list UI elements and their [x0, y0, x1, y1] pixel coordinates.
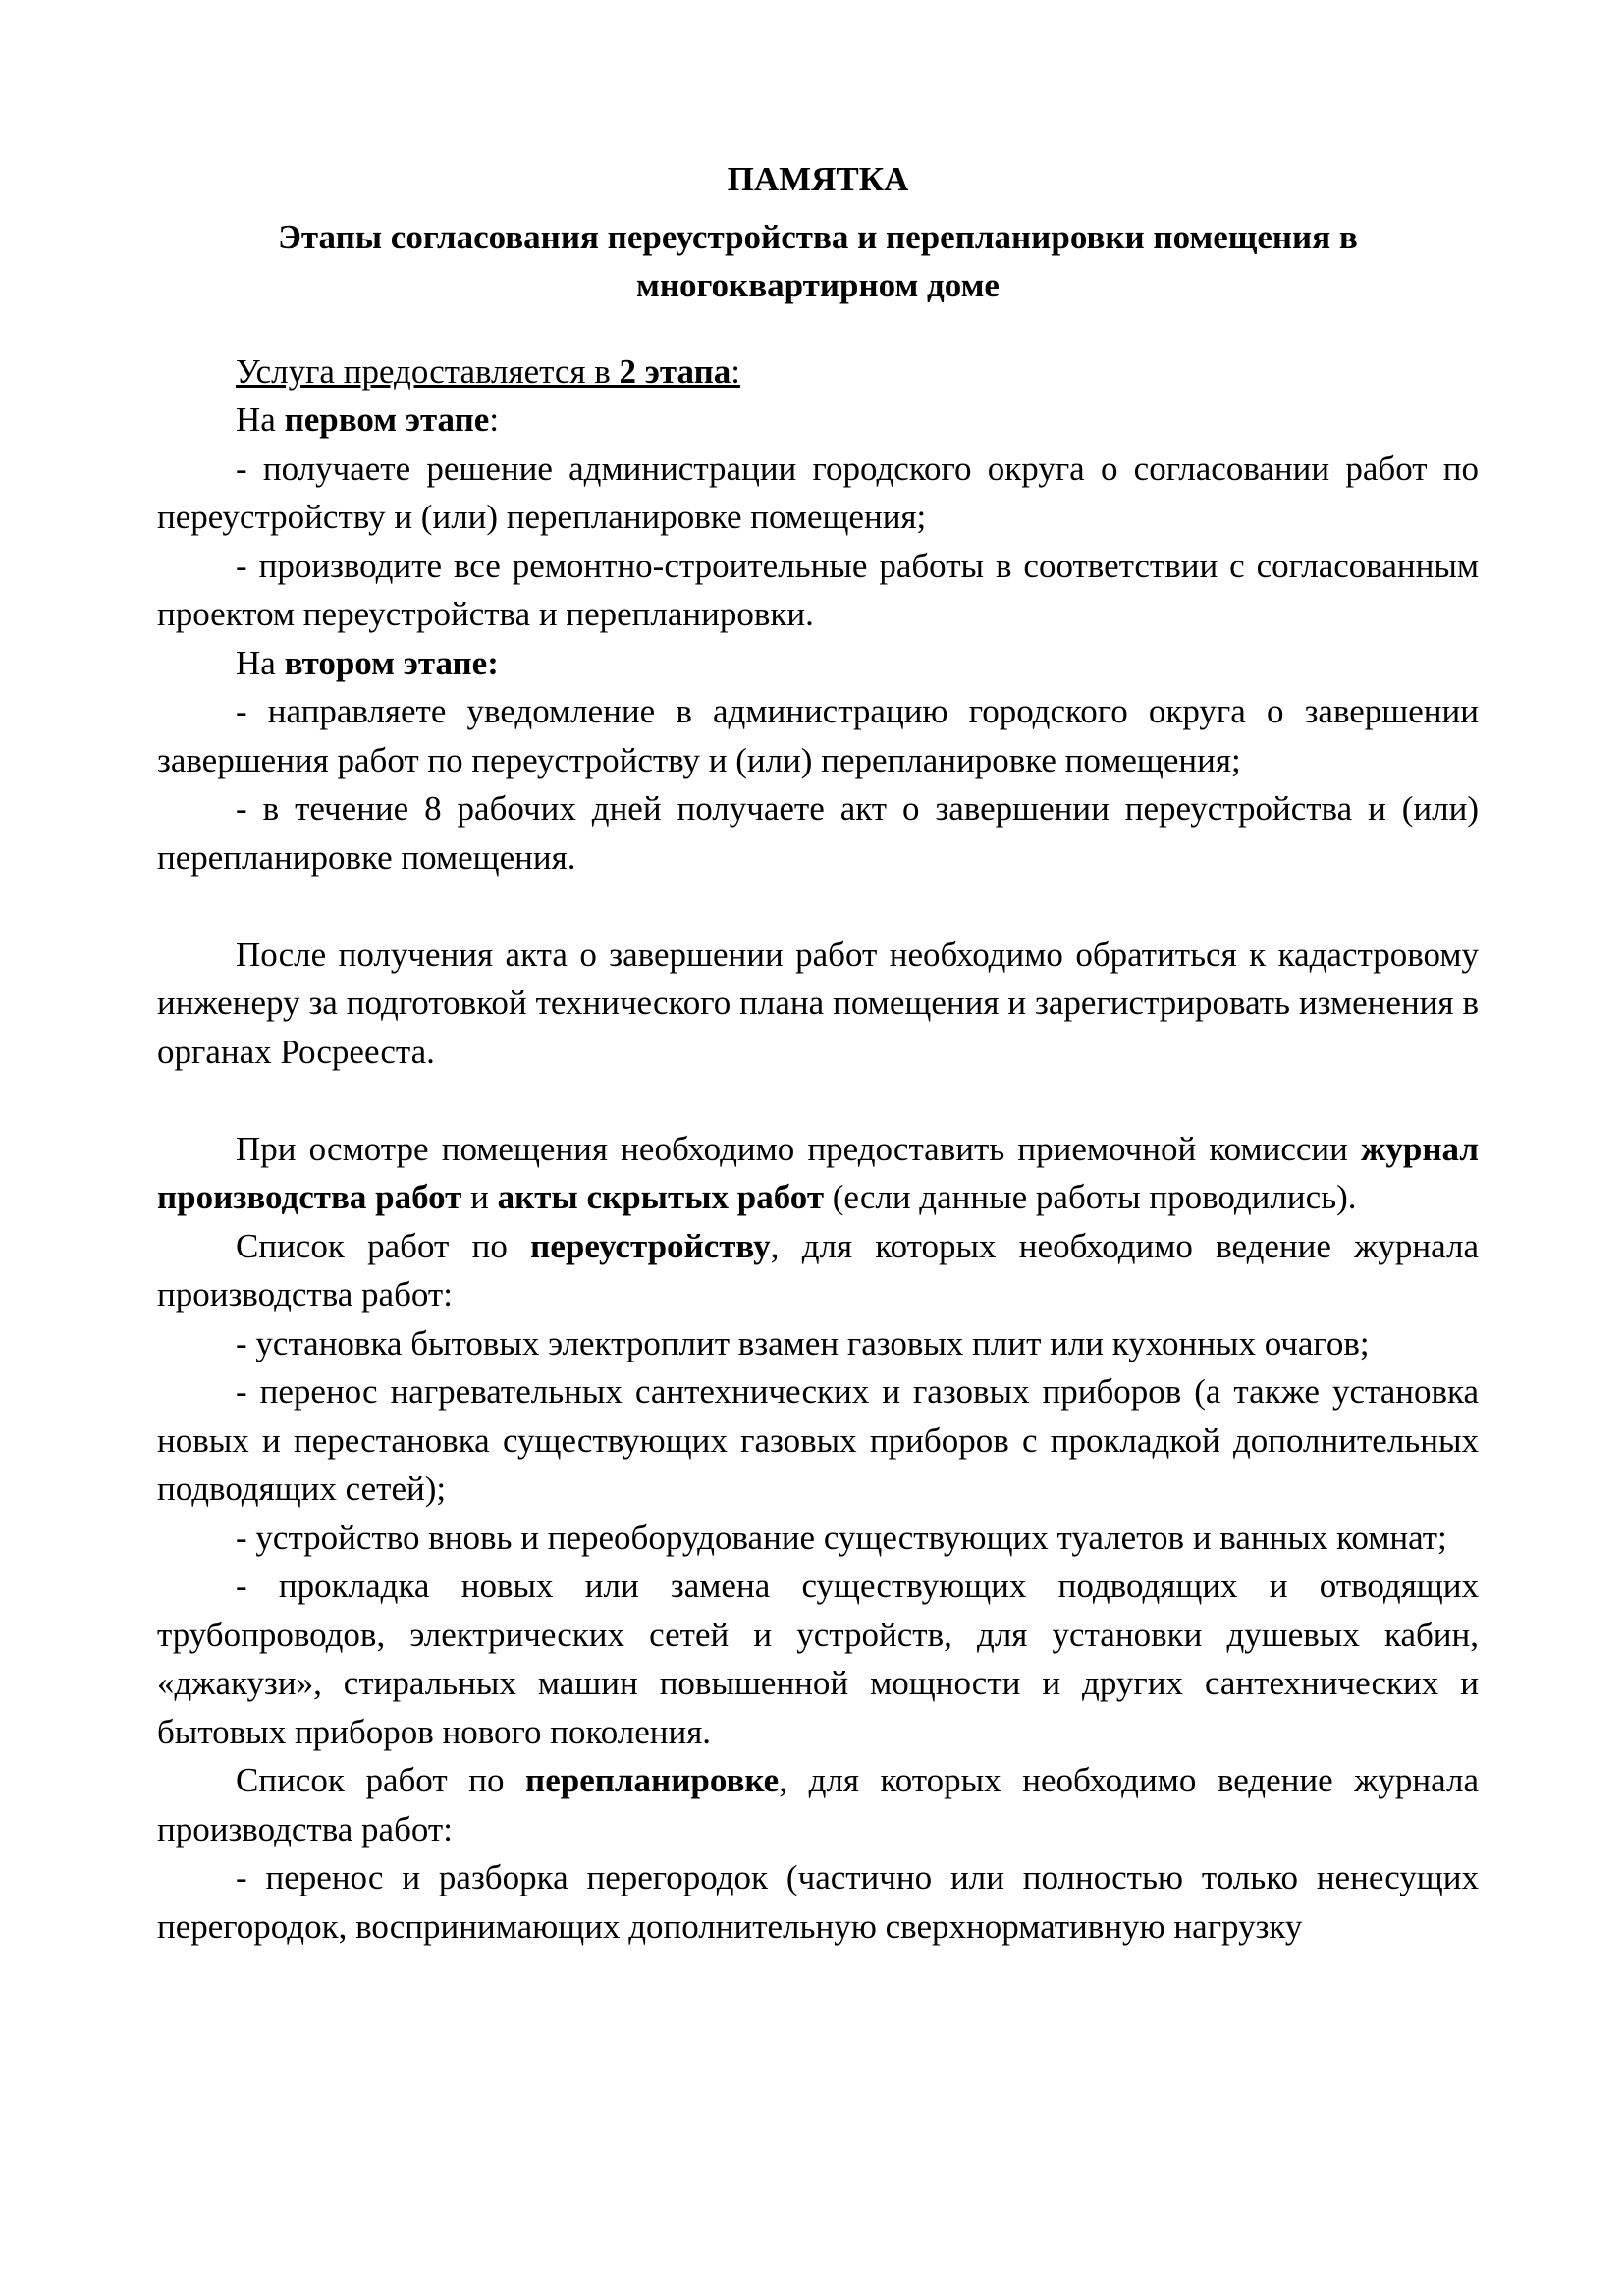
- inspection-paragraph: [157, 1125, 1479, 1222]
- intro-bold: 2 этапа: [619, 351, 731, 391]
- reconstruction-list-heading: [157, 1222, 1479, 1319]
- stage1-item: - получаете решение администрации городского округа о согласовании работ по переустройству и (или) перепланировке помещения;: [157, 449, 1479, 536]
- stage1-heading-suffix: :: [489, 400, 500, 439]
- reconstruction-list-item: - прокладка новых или замена существующих подводящих и отводящих трубопроводов, электрических сетей и устройств, для установки душевых кабин, «джакузи», стиральных машин повышенной мощности и других сантехнических и бытовых приборов нового поколения.: [157, 1567, 1479, 1751]
- stage2-item: - направляете уведомление в администрацию городского округа о завершении завершения работ по переустройству и (или) перепланировке помещения;: [157, 692, 1479, 779]
- reconstruction-list-item: - перенос нагревательных сантехнических и газовых приборов (а также установка новых и перестановка существующих газовых приборов с прокладкой дополнительных подводящих сетей);: [157, 1372, 1479, 1508]
- reconstruction-list-item: - установка бытовых электроплит взамен газовых плит или кухонных очагов;: [236, 1323, 1370, 1362]
- reconstruction-suffix: , для которых необходимо ведение журнала производства работ:: [157, 1226, 1479, 1313]
- inspection-text: и: [461, 1178, 498, 1216]
- replanning-bold: перепланировке: [525, 1761, 780, 1799]
- stage1-heading-prefix: На: [236, 400, 285, 439]
- stage1-heading-bold: первом этапе: [284, 400, 490, 439]
- intro-paragraph: [157, 347, 1479, 397]
- document-title: ПАМЯТКА: [727, 160, 909, 198]
- after-act-paragraph: После получения акта о завершении работ необходимо обратиться к кадастровому инженеру за подготовкой технического плана помещения и зарегистрировать изменения в органах Росрееста.: [157, 934, 1479, 1071]
- stage2-item: - в течение 8 рабочих дней получаете акт о завершении переустройства и (или) перепланировке помещения.: [157, 789, 1479, 877]
- stage1-item: - производите все ремонтно-строительные работы в соответствии с согласованным проектом переустройства и перепланировки.: [157, 546, 1479, 633]
- blank-line: [157, 1076, 1479, 1125]
- hidden-works-acts-bold: акты скрытых работ: [497, 1178, 825, 1216]
- reconstruction-bold: переустройству: [530, 1226, 771, 1265]
- blank-line: [157, 881, 1479, 931]
- stage1-heading: [157, 396, 1479, 445]
- reconstruction-prefix: Список работ по: [236, 1226, 531, 1265]
- replanning-prefix: Список работ по: [236, 1761, 526, 1799]
- reconstruction-list-item: - устройство вновь и переоборудование существующих туалетов и ванных комнат;: [236, 1518, 1447, 1557]
- work-journal-bold: журнал производства работ: [157, 1129, 1479, 1216]
- intro-suffix: :: [731, 351, 740, 391]
- inspection-text: (если данные работы проводились).: [824, 1178, 1357, 1216]
- replanning-list-heading: [157, 1756, 1479, 1853]
- document-subtitle: Этапы согласования переустройства и перепланировки помещения в многоквартирном доме: [278, 217, 1358, 304]
- intro-prefix: Услуга предоставляется в: [236, 351, 620, 391]
- stage2-heading: [157, 639, 1479, 688]
- stage2-heading-bold: втором этапе:: [284, 643, 499, 682]
- inspection-text: При осмотре помещения необходимо предоставить приемочной комиссии: [236, 1129, 1362, 1168]
- intro-underlined: [236, 352, 740, 391]
- document-page: [157, 155, 1479, 1950]
- stage2-heading-prefix: На: [236, 643, 285, 682]
- replanning-list-item: - перенос и разборка перегородок (частично или полностью только ненесущих перегородок, воспринимающих дополнительную сверхнормативную нагрузку: [157, 1858, 1479, 1946]
- replanning-suffix: , для которых необходимо ведение журнала производства работ:: [157, 1761, 1479, 1848]
